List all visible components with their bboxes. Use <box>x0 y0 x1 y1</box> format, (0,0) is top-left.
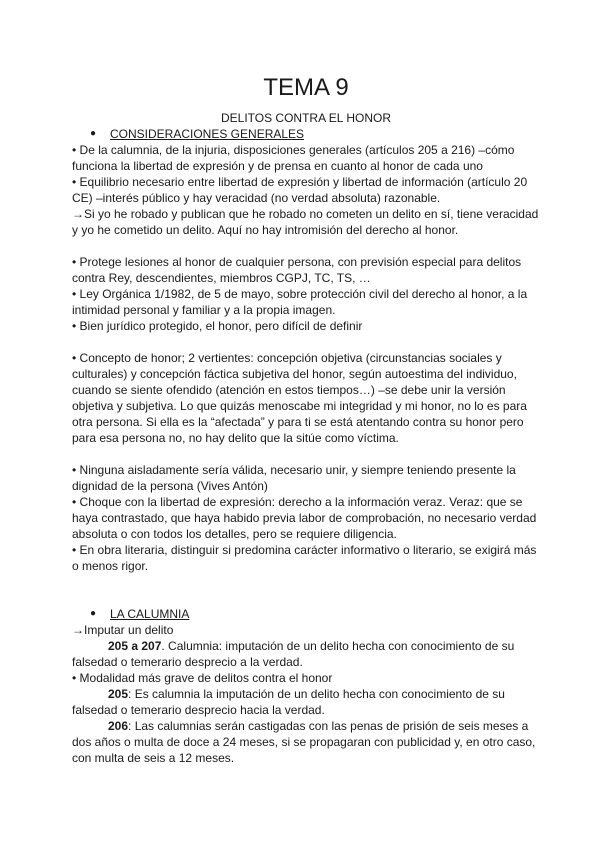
spacer <box>72 574 540 590</box>
paragraph: • Ley Orgánica 1/1982, de 5 de mayo, sobre protección civil del derecho al honor, a la intimidad personal y familiar y a la propia imagen. <box>72 287 528 317</box>
spacer <box>72 590 540 606</box>
paragraph: • Concepto de honor; 2 vertientes: concepción objetiva (circunstancias sociales y culturales) y concepción fáctica subjetiva del honor, según autoestima del individuo, cuando se siente ofendido (atención en estos tiempos…) –se debe unir la versión objetiva y subjetiva. Lo que quizás menoscabe mi integridad y mi honor, no lo es para otra persona. Si ella es la “afectada” y para ti se está atentando contra su honor pero para esa persona no, no hay delito que la sitúe como víctima. <box>72 351 527 445</box>
page-title: TEMA 9 <box>263 74 349 101</box>
paragraph: →Imputar un delito <box>72 623 174 637</box>
paragraph: • Protege lesiones al honor de cualquier persona, con previsión especial para delitos contra Rey, descendientes, miembros CGPJ, TC, TS, … <box>72 255 522 285</box>
paragraph: • Modalidad más grave de delitos contra el honor <box>72 671 333 685</box>
paragraph: →Si yo he robado y publican que he robado no cometen un delito en sí, tiene veracidad y yo he cometido un delito. Aquí no hay intromisión del derecho al honor. <box>72 207 539 237</box>
bullet-icon: ● <box>90 608 97 619</box>
spacer <box>72 334 540 350</box>
paragraph: • Equilibrio necesario entre libertad de expresión y libertad de información (artículo 20 CE) –interés público y hay veracidad (no verdad absoluta) razonable. <box>72 175 528 205</box>
paragraph: • Choque con la libertad de expresión: derecho a la información veraz. Veraz: que se haya contrastado, que haya habido previa labor de comprobación, no necesario verdad absoluta o con todos los detalles, pero se requiere diligencia. <box>72 495 537 541</box>
section-heading-calumnia: ● LA CALUMNIA <box>90 607 190 621</box>
spacer <box>72 446 540 462</box>
article-206: 206: Las calumnias serán castigadas con las penas de prisión de seis meses a dos años o multa de doce a 24 meses, si se propagaran con publicidad y, en otro caso, con multa de seis a 12 meses. <box>72 719 536 765</box>
article-205-207: 205 a 207. Calumnia: imputación de un delito hecha con conocimiento de su falsedad o temerario desprecio a la verdad. <box>72 639 515 669</box>
section-heading-consideraciones: ● CONSIDERACIONES GENERALES <box>90 127 305 141</box>
article-205: 205: Es calumnia la imputación de un delito hecha con conocimiento de su falsedad o temerario desprecio hacia la verdad. <box>72 687 505 717</box>
paragraph: • En obra literaria, distinguir si predomina carácter informativo o literario, se exigirá más o menos rigor. <box>72 543 537 573</box>
page-subtitle: DELITOS CONTRA EL HONOR <box>220 111 392 125</box>
paragraph: • De la calumnia, de la injuria, disposiciones generales (artículos 205 a 216) –cómo funciona la libertad de expresión y de prensa en cuanto al honor de cada uno <box>72 143 515 173</box>
spacer <box>72 238 540 254</box>
article-number: 205 <box>108 687 129 701</box>
bullet-icon: ● <box>90 128 97 139</box>
paragraph: • Bien jurídico protegido, el honor, pero difícil de definir <box>72 319 363 333</box>
paragraph: • Ninguna aisladamente sería válida, necesario unir, y siempre teniendo presente la dignidad de la persona (Vives Antón) <box>72 463 516 493</box>
article-number: 206 <box>108 719 129 733</box>
article-number: 205 a 207 <box>108 639 162 653</box>
